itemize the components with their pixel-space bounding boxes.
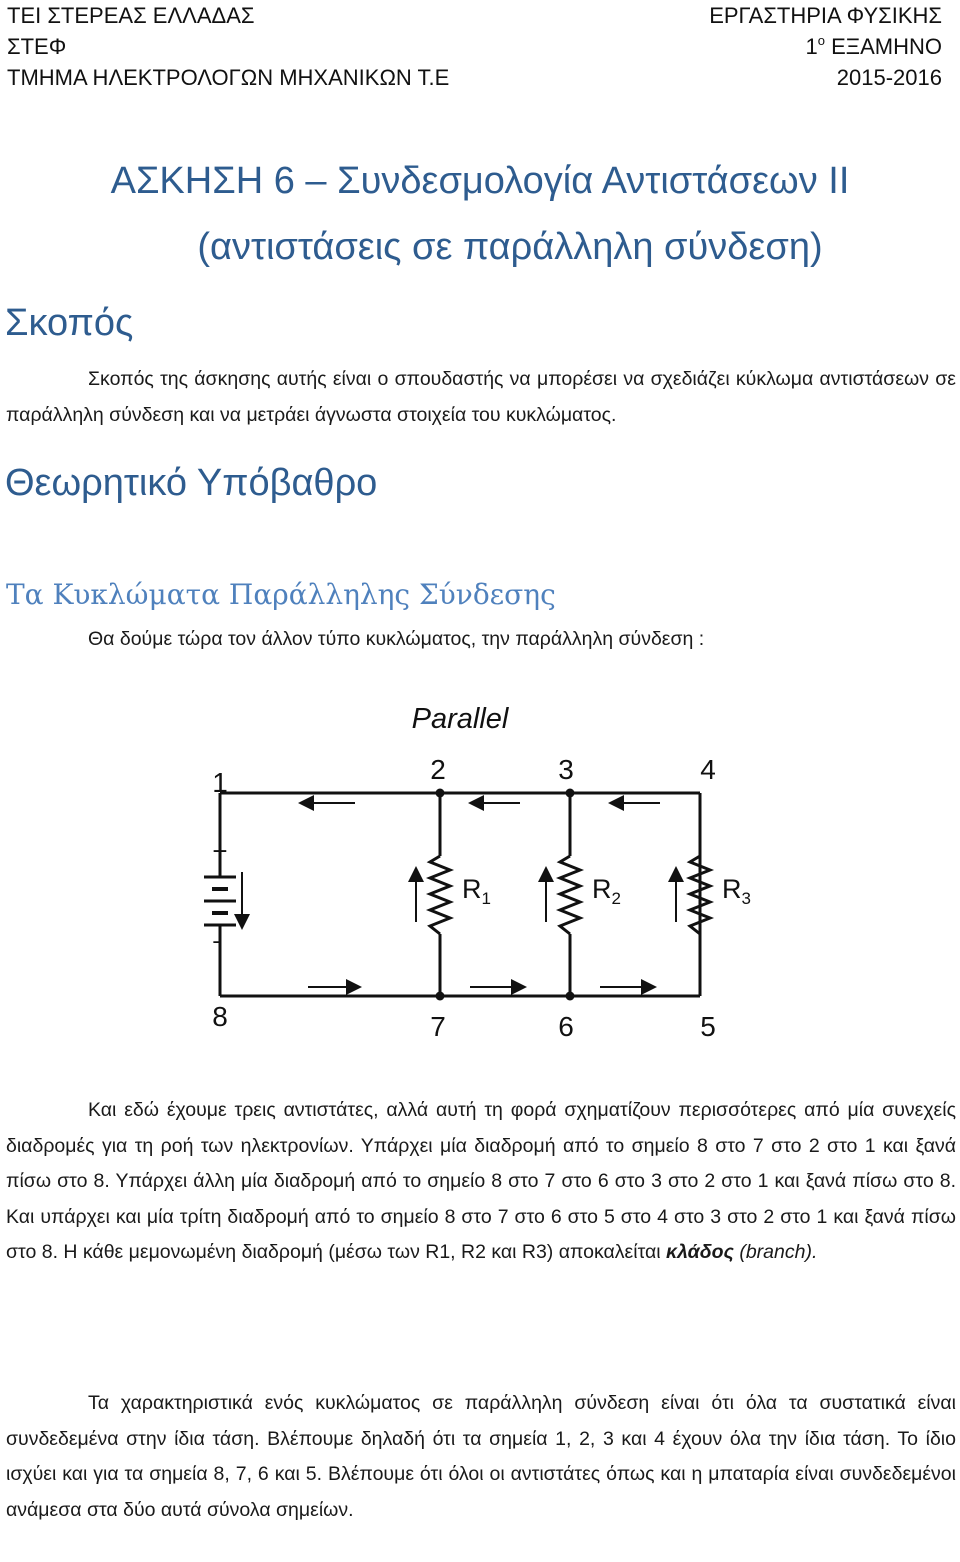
battery-minus-sign: - <box>212 928 220 953</box>
resistor-r1 <box>430 856 450 934</box>
institution-name: ΤΕΙ ΣΤΕΡΕΑΣ ΕΛΛΑΔΑΣ <box>7 3 255 28</box>
junction-dots <box>436 789 575 1001</box>
page-title <box>0 148 960 280</box>
theory-subheading: Τα Κυκλώματα Παράλληλης Σύνδεσης <box>6 578 556 611</box>
circuit-wires <box>220 793 700 996</box>
voltage-paragraph <box>6 1386 956 1528</box>
r3-label: $R_3$ <box>722 874 751 908</box>
node-label-7: 7 <box>430 1011 446 1042</box>
voltage-paragraph-text: Τα χαρακτηριστικά ενός κυκλώματος σε παράλληλη σύνδεση είναι ότι όλα τα συστατικά είναι συνδεδεμένα στην ίδια τάση. Βλέπουμε δηλαδή ότι τα σημεία 1, 2, 3 και 4 έχουν όλα την ίδια τάση. Το ίδιο ισχύει και για τα σημεία 8, 7, 6 και 5. Βλέπουμε ότι όλοι οι αντιστάτες όπως και η μπαταρία είναι συνδεδεμένοι ανάμεσα στα δύο αυτά σύνολα σημείων. <box>6 1392 956 1521</box>
circuit-title: Parallel <box>411 703 509 735</box>
node-label-3: 3 <box>558 754 574 785</box>
purpose-text <box>6 362 956 433</box>
node-label-2: 2 <box>430 754 446 785</box>
department-name: ΤΜΗΜΑ ΗΛΕΚΤΡΟΛΟΓΩΝ ΜΗΧΑΝΙΚΩΝ Τ.Ε <box>7 65 450 90</box>
node-label-4: 4 <box>700 754 716 785</box>
node-label-5: 5 <box>700 1011 716 1042</box>
branch-term-english: (branch). <box>733 1241 818 1263</box>
battery-plus-sign: + <box>212 836 228 866</box>
theory-heading: Θεωρητικό Υπόβαθρο <box>5 462 378 504</box>
title-line-2: (αντιστάσεις σε παράλληλη σύνδεση) <box>197 226 823 268</box>
header-left <box>7 0 449 93</box>
branch-paragraph-text: Και εδώ έχουμε τρεις αντιστάτες, αλλά αυτή τη φορά σχηματίζουν περισσότερες από μία συνεχείς διαδρομές για τη ροή των ηλεκτρονίων. Υπάρχει μία διαδρομή από το σημείο 8 στο 7 στο 2 στο 1 και ξανά πίσω στο 8. Υπάρχει άλλη μία διαδρομή από το σημείο 8 στο 7 στο 6 στο 3 στο 2 στο 1 και ξανά πίσω στο 8. Και υπάρχει και μία τρίτη διαδρομή από το σημείο 8 στο 7 στο 6 στο 5 στο 4 στο 3 στο 2 στο 1 και ξανά πίσω στο 8. Η κάθε μεμονωμένη διαδρομή (μέσω των R1, R2 και R3) αποκαλείται <box>6 1099 956 1263</box>
r1-label: $R_1$ <box>462 874 491 908</box>
branch-term: κλάδος <box>666 1241 734 1263</box>
semester-label: ΕΞΑΜΗΝΟ <box>825 34 942 59</box>
node-label-1: 1 <box>212 767 228 798</box>
r2-label: $R_2$ <box>592 874 621 908</box>
school-name: ΣΤΕΦ <box>7 34 67 59</box>
theory-lead: Θα δούμε τώρα τον άλλον τύπο κυκλώματος, την παράλληλη σύνδεση : <box>88 628 705 650</box>
node-label-6: 6 <box>558 1011 574 1042</box>
academic-year: 2015-2016 <box>836 65 942 90</box>
semester-number: 1 <box>805 34 818 59</box>
purpose-heading: Σκοπός <box>5 302 134 344</box>
header-right <box>709 0 942 93</box>
node-label-8: 8 <box>212 1001 228 1032</box>
branch-paragraph <box>6 1093 956 1271</box>
battery-symbol <box>204 877 236 925</box>
title-line-1: ΑΣΚΗΣΗ 6 – Συνδεσμολογία Αντιστάσεων ΙΙ <box>110 160 850 202</box>
semester <box>709 31 942 62</box>
semester-superscript: ο <box>817 33 826 48</box>
lab-name: ΕΡΓΑΣΤΗΡΙΑ ΦΥΣΙΚΗΣ <box>709 3 942 28</box>
purpose-paragraph: Σκοπός της άσκησης αυτής είναι ο σπουδαστής να μπορέσει να σχεδιάζει κύκλωμα αντιστάσεων σε παράλληλη σύνδεση και να μετράει άγνωστα στοιχεία του κυκλώματος. <box>6 368 956 426</box>
resistor-r2 <box>560 856 580 934</box>
parallel-circuit-diagram <box>190 690 790 1060</box>
